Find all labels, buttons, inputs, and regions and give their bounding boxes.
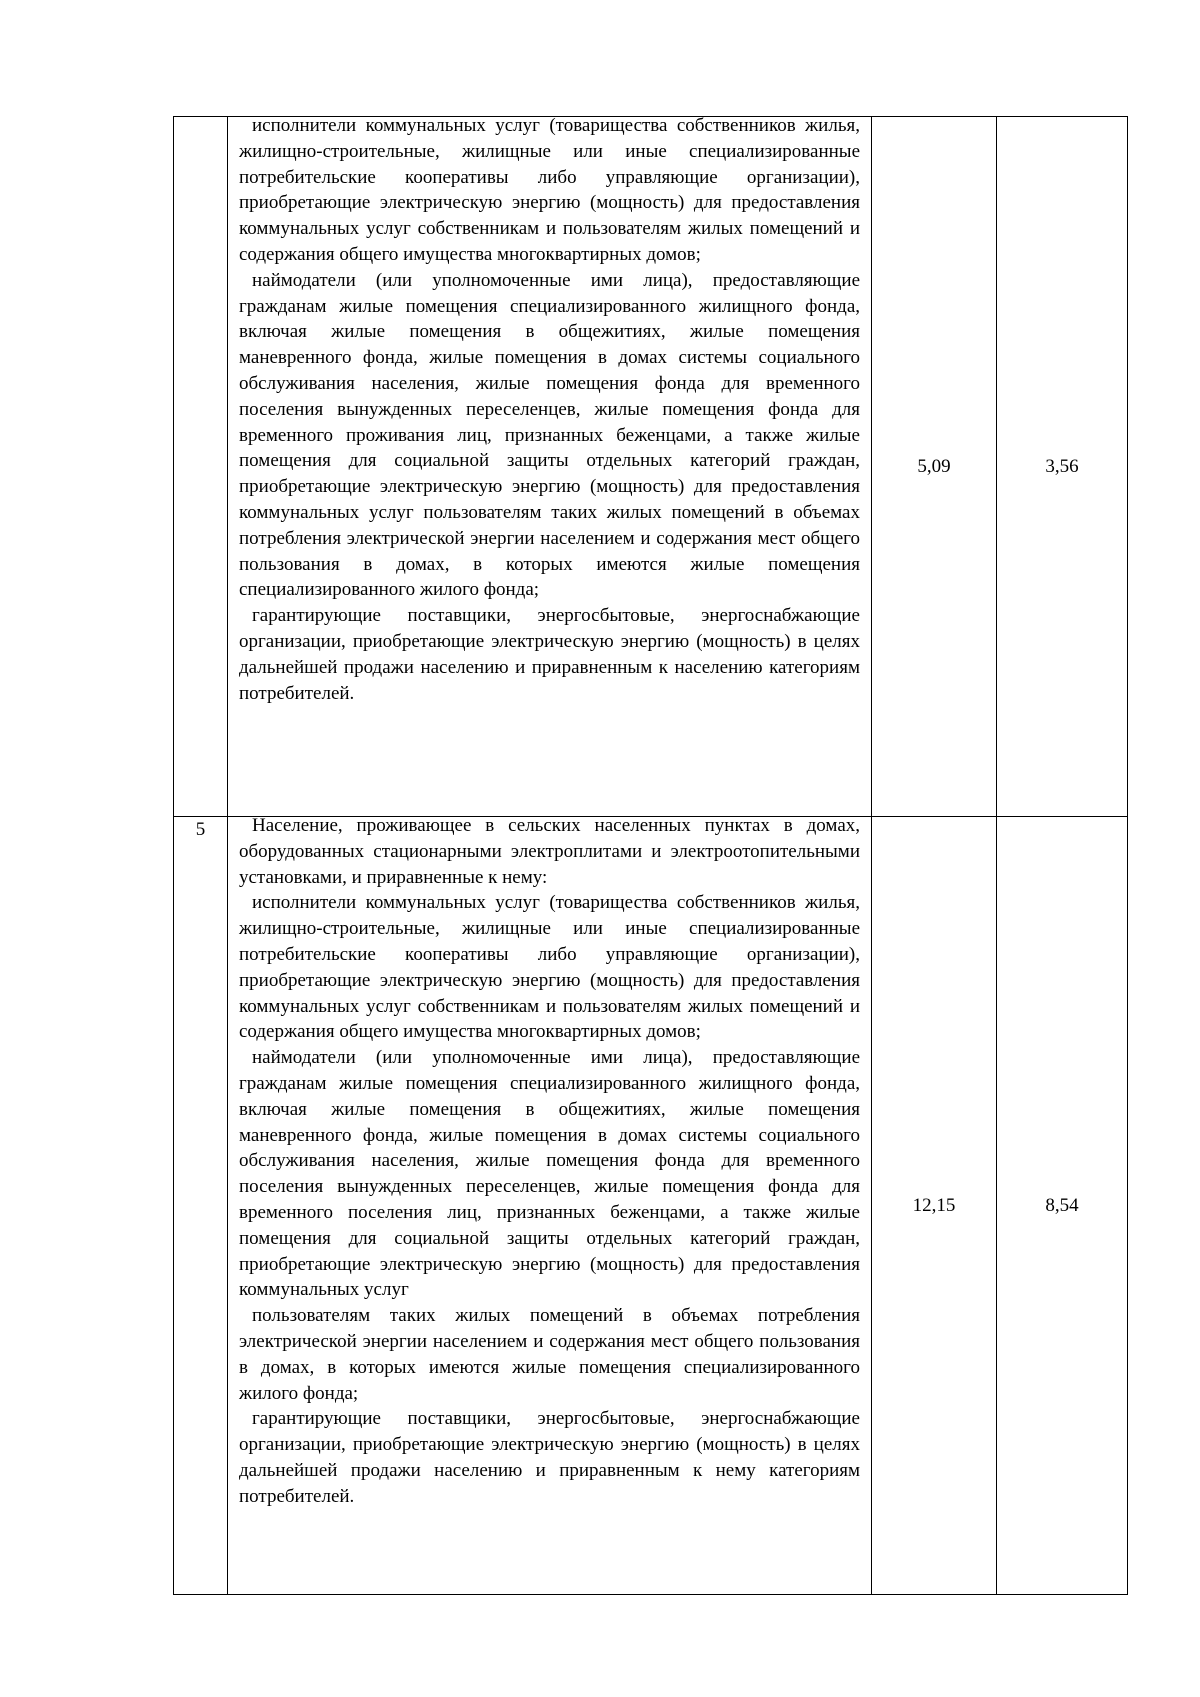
table-row [174, 817, 1128, 1595]
paragraph: гарантирующие поставщики, энергосбытовые, энергоснабжающие организации, приобретающие электрическую энергию (мощность) в целях дальнейшей продажи населению и приравненным к нему категориям потребителей. [239, 1408, 860, 1507]
paragraph: исполнители коммунальных услуг (товарищества собственников жилья, жилищно-строительные, жилищные или иные специализированные потребительские кооперативы либо управляющие организации), приобретающие электрическую энергию (мощность) для предоставления коммунальных услуг собственникам и пользователям жилых помещений и содержания общего имущества многоквартирных домов; [239, 115, 860, 265]
tariff-value-2: 3,56 [997, 117, 1128, 817]
tariff-value-2: 8,54 [997, 817, 1128, 1595]
tariff-value-1: 5,09 [872, 117, 997, 817]
paragraph: наймодатели (или уполномоченные ими лица), предоставляющие гражданам жилые помещения специализированного жилищного фонда, включая жилые помещения в общежитиях, жилые помещения маневренного фонда, жилые помещения в домах системы социального обслуживания населения, жилые помещения фонда для временного поселения вынужденных переселенцев, жилые помещения фонда для временного поселения лиц, признанных беженцами, а также жилые помещения для социальной защиты отдельных категорий граждан, приобретающие электрическую энергию (мощность) для предоставления коммунальных услуг [239, 1047, 860, 1301]
tariff-value-1: 12,15 [872, 817, 997, 1595]
row-description [228, 817, 872, 1595]
paragraph: наймодатели (или уполномоченные ими лица), предоставляющие гражданам жилые помещения специализированного жилищного фонда, включая жилые помещения в общежитиях, жилые помещения маневренного фонда, жилые помещения в домах системы социального обслуживания населения, жилые помещения фонда для временного поселения вынужденных переселенцев, жилые помещения фонда для временного проживания лиц, признанных беженцами, а также жилые помещения для социальной защиты отдельных категорий граждан, приобретающие электрическую энергию (мощность) для предоставления коммунальных услуг пользователям таких жилых помещений в объемах потребления электрической энергии населением и содержания мест общего пользования в домах, в которых имеются жилые помещения специализированного жилого фонда; [239, 269, 860, 601]
row-description [228, 117, 872, 817]
paragraph: гарантирующие поставщики, энергосбытовые, энергоснабжающие организации, приобретающие электрическую энергию (мощность) в целях дальнейшей продажи населению и приравненным к населению категориям потребителей. [239, 605, 860, 704]
paragraph: пользователям таких жилых помещений в объемах потребления электрической энергии населением и содержания мест общего пользования в домах, в которых имеются жилые помещения специализированного жилого фонда; [239, 1305, 860, 1404]
row-number: 5 [174, 817, 228, 1595]
row-number [174, 117, 228, 817]
tariff-table [173, 116, 1128, 1595]
paragraph: исполнители коммунальных услуг (товарищества собственников жилья, жилищно-строительные, жилищные или иные специализированные потребительские кооперативы либо управляющие организации), приобретающие электрическую энергию (мощность) для предоставления коммунальных услуг собственникам и пользователям жилых помещений и содержания общего имущества многоквартирных домов; [239, 892, 860, 1043]
table-row [174, 117, 1128, 817]
paragraph: Население, проживающее в сельских населенных пунктах в домах, оборудованных стационарными электроплитами и электроотопительными установками, и приравненные к нему: [239, 815, 860, 888]
